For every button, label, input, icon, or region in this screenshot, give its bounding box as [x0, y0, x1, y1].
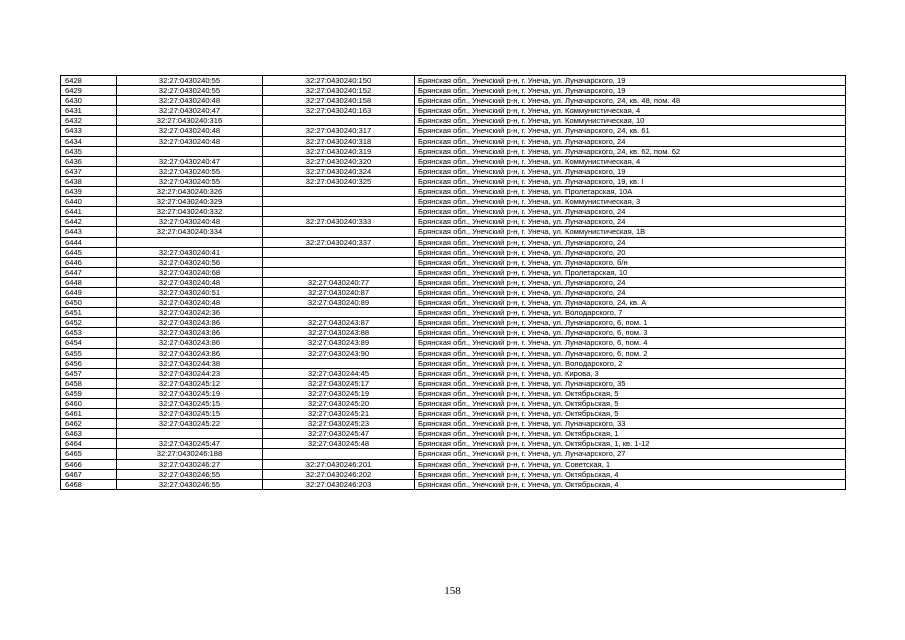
table-row — [61, 237, 846, 247]
object-cadastral-number-cell: 32:27:0430240:319 — [263, 146, 415, 156]
table-row — [61, 409, 846, 419]
object-cadastral-number-cell: 32:27:0430240:158 — [263, 96, 415, 106]
object-cadastral-number-cell — [263, 197, 415, 207]
table-row — [61, 358, 846, 368]
address-cell: Брянская обл., Унечский р-н, г. Унеча, ул. Луначарского, 24, кв. 61 — [415, 126, 846, 136]
address-cell: Брянская обл., Унечский р-н, г. Унеча, ул. Советская, 1 — [415, 459, 846, 469]
table-row — [61, 328, 846, 338]
address-cell: Брянская обл., Унечский р-н, г. Унеча, ул. Луначарского, 6, пом. 4 — [415, 338, 846, 348]
object-cadastral-number-cell: 32:27:0430245:21 — [263, 409, 415, 419]
object-cadastral-number-cell: 32:27:0430240:337 — [263, 237, 415, 247]
address-cell: Брянская обл., Унечский р-н, г. Унеча, ул. Луначарского, 6, пом. 2 — [415, 348, 846, 358]
object-cadastral-number-cell: 32:27:0430243:90 — [263, 348, 415, 358]
table-row — [61, 419, 846, 429]
row-number-cell: 6428 — [61, 76, 117, 86]
row-number-cell: 6457 — [61, 368, 117, 378]
table-row — [61, 399, 846, 409]
address-cell: Брянская обл., Унечский р-н, г. Унеча, ул. Октябрьская, 5 — [415, 399, 846, 409]
object-cadastral-number-cell: 32:27:0430240:163 — [263, 106, 415, 116]
table-row — [61, 368, 846, 378]
row-number-cell: 6434 — [61, 136, 117, 146]
address-cell: Брянская обл., Унечский р-н, г. Унеча, ул. Луначарского, 35 — [415, 378, 846, 388]
table-row — [61, 116, 846, 126]
row-number-cell: 6443 — [61, 227, 117, 237]
table-row — [61, 429, 846, 439]
object-cadastral-number-cell — [263, 227, 415, 237]
parcel-cadastral-number-cell: 32:27:0430240:334 — [117, 227, 263, 237]
object-cadastral-number-cell: 32:27:0430245:19 — [263, 388, 415, 398]
object-cadastral-number-cell: 32:27:0430243:88 — [263, 328, 415, 338]
address-cell: Брянская обл., Унечский р-н, г. Унеча, ул. Коммунистическая, 4 — [415, 106, 846, 116]
parcel-cadastral-number-cell: 32:27:0430244:38 — [117, 358, 263, 368]
parcel-cadastral-number-cell: 32:27:0430240:329 — [117, 197, 263, 207]
address-cell: Брянская обл., Унечский р-н, г. Унеча, ул. Октябрьская, 4 — [415, 469, 846, 479]
address-cell: Брянская обл., Унечский р-н, г. Унеча, ул. Луначарского, 19 — [415, 76, 846, 86]
object-cadastral-number-cell: 32:27:0430246:201 — [263, 459, 415, 469]
parcel-cadastral-number-cell: 32:27:0430240:48 — [117, 277, 263, 287]
row-number-cell: 6436 — [61, 156, 117, 166]
table-row — [61, 338, 846, 348]
row-number-cell: 6446 — [61, 257, 117, 267]
address-cell: Брянская обл., Унечский р-н, г. Унеча, ул. Луначарского, 24 — [415, 136, 846, 146]
object-cadastral-number-cell — [263, 308, 415, 318]
row-number-cell: 6441 — [61, 207, 117, 217]
object-cadastral-number-cell — [263, 247, 415, 257]
parcel-cadastral-number-cell: 32:27:0430245:22 — [117, 419, 263, 429]
row-number-cell: 6460 — [61, 399, 117, 409]
parcel-cadastral-number-cell: 32:27:0430240:332 — [117, 207, 263, 217]
table-row — [61, 267, 846, 277]
table-row — [61, 449, 846, 459]
row-number-cell: 6433 — [61, 126, 117, 136]
parcel-cadastral-number-cell — [117, 429, 263, 439]
address-cell: Брянская обл., Унечский р-н, г. Унеча, ул. Октябрьская, 1 — [415, 429, 846, 439]
row-number-cell: 6454 — [61, 338, 117, 348]
object-cadastral-number-cell: 32:27:0430243:89 — [263, 338, 415, 348]
table-row — [61, 378, 846, 388]
address-cell: Брянская обл., Унечский р-н, г. Унеча, ул. Луначарского, 33 — [415, 419, 846, 429]
address-cell: Брянская обл., Унечский р-н, г. Унеча, ул. Луначарского, 19 — [415, 86, 846, 96]
table-row — [61, 388, 846, 398]
parcel-cadastral-number-cell: 32:27:0430240:316 — [117, 116, 263, 126]
table-row — [61, 156, 846, 166]
address-cell: Брянская обл., Унечский р-н, г. Унеча, ул. Пролетарская, 10А — [415, 187, 846, 197]
address-cell: Брянская обл., Унечский р-н, г. Унеча, ул. Коммунистическая, 4 — [415, 156, 846, 166]
address-cell: Брянская обл., Унечский р-н, г. Унеча, ул. Октябрьская, 5 — [415, 409, 846, 419]
row-number-cell: 6435 — [61, 146, 117, 156]
address-cell: Брянская обл., Унечский р-н, г. Унеча, ул. Кирова, 3 — [415, 368, 846, 378]
parcel-cadastral-number-cell — [117, 237, 263, 247]
address-cell: Брянская обл., Унечский р-н, г. Унеча, ул. Луначарского, 24 — [415, 217, 846, 227]
table-row — [61, 187, 846, 197]
parcel-cadastral-number-cell: 32:27:0430245:12 — [117, 378, 263, 388]
parcel-cadastral-number-cell: 32:27:0430240:41 — [117, 247, 263, 257]
object-cadastral-number-cell — [263, 267, 415, 277]
table-row — [61, 217, 846, 227]
row-number-cell: 6455 — [61, 348, 117, 358]
table-row — [61, 459, 846, 469]
row-number-cell: 6448 — [61, 277, 117, 287]
parcel-cadastral-number-cell: 32:27:0430242:36 — [117, 308, 263, 318]
row-number-cell: 6445 — [61, 247, 117, 257]
row-number-cell: 6453 — [61, 328, 117, 338]
object-cadastral-number-cell — [263, 187, 415, 197]
row-number-cell: 6451 — [61, 308, 117, 318]
row-number-cell: 6430 — [61, 96, 117, 106]
row-number-cell: 6438 — [61, 176, 117, 186]
address-cell: Брянская обл., Унечский р-н, г. Унеча, ул. Володарского, 2 — [415, 358, 846, 368]
row-number-cell: 6458 — [61, 378, 117, 388]
parcel-cadastral-number-cell: 32:27:0430243:86 — [117, 328, 263, 338]
address-cell: Брянская обл., Унечский р-н, г. Унеча, ул. Коммунистическая, 10 — [415, 116, 846, 126]
row-number-cell: 6465 — [61, 449, 117, 459]
address-cell: Брянская обл., Унечский р-н, г. Унеча, ул. Луначарского, 24, кв. 62, пом. 62 — [415, 146, 846, 156]
object-cadastral-number-cell — [263, 449, 415, 459]
address-cell: Брянская обл., Унечский р-н, г. Унеча, ул. Октябрьская, 4 — [415, 479, 846, 489]
object-cadastral-number-cell: 32:27:0430240:317 — [263, 126, 415, 136]
object-cadastral-number-cell: 32:27:0430245:47 — [263, 429, 415, 439]
parcel-cadastral-number-cell: 32:27:0430240:55 — [117, 166, 263, 176]
parcel-cadastral-number-cell: 32:27:0430246:55 — [117, 469, 263, 479]
object-cadastral-number-cell: 32:27:0430246:203 — [263, 479, 415, 489]
address-cell: Брянская обл., Унечский р-н, г. Унеча, ул. Луначарского, 24, кв. 48, пом. 48 — [415, 96, 846, 106]
table-row — [61, 287, 846, 297]
object-cadastral-number-cell: 32:27:0430240:324 — [263, 166, 415, 176]
parcel-cadastral-number-cell: 32:27:0430243:86 — [117, 318, 263, 328]
object-cadastral-number-cell: 32:27:0430240:333 — [263, 217, 415, 227]
row-number-cell: 6464 — [61, 439, 117, 449]
parcel-cadastral-number-cell: 32:27:0430240:55 — [117, 86, 263, 96]
table-row — [61, 479, 846, 489]
parcel-cadastral-number-cell: 32:27:0430240:48 — [117, 136, 263, 146]
table-row — [61, 439, 846, 449]
parcel-cadastral-number-cell — [117, 146, 263, 156]
table-row — [61, 308, 846, 318]
address-cell: Брянская обл., Унечский р-н, г. Унеча, ул. Луначарского, 27 — [415, 449, 846, 459]
row-number-cell: 6444 — [61, 237, 117, 247]
address-cell: Брянская обл., Унечский р-н, г. Унеча, ул. Луначарского, 24 — [415, 207, 846, 217]
row-number-cell: 6467 — [61, 469, 117, 479]
table-row — [61, 126, 846, 136]
row-number-cell: 6466 — [61, 459, 117, 469]
object-cadastral-number-cell — [263, 257, 415, 267]
table-row — [61, 146, 846, 156]
address-cell: Брянская обл., Унечский р-н, г. Унеча, ул. Володарского, 7 — [415, 308, 846, 318]
table-row — [61, 469, 846, 479]
address-cell: Брянская обл., Унечский р-н, г. Унеча, ул. Луначарского, 24 — [415, 287, 846, 297]
parcel-cadastral-number-cell: 32:27:0430246:55 — [117, 479, 263, 489]
address-cell: Брянская обл., Унечский р-н, г. Унеча, ул. Коммунистическая, 3 — [415, 197, 846, 207]
row-number-cell: 6463 — [61, 429, 117, 439]
table-row — [61, 207, 846, 217]
address-cell: Брянская обл., Унечский р-н, г. Унеча, ул. Луначарского, 24 — [415, 237, 846, 247]
object-cadastral-number-cell: 32:27:0430240:318 — [263, 136, 415, 146]
row-number-cell: 6461 — [61, 409, 117, 419]
parcel-cadastral-number-cell: 32:27:0430240:55 — [117, 176, 263, 186]
row-number-cell: 6462 — [61, 419, 117, 429]
address-cell: Брянская обл., Унечский р-н, г. Унеча, ул. Луначарского, 6, пом. 3 — [415, 328, 846, 338]
table-row — [61, 106, 846, 116]
table-row — [61, 96, 846, 106]
address-cell: Брянская обл., Унечский р-н, г. Унеча, ул. Луначарского, 24, кв. А — [415, 298, 846, 308]
parcel-cadastral-number-cell: 32:27:0430243:86 — [117, 338, 263, 348]
parcel-cadastral-number-cell: 32:27:0430245:15 — [117, 399, 263, 409]
parcel-cadastral-number-cell: 32:27:0430246:27 — [117, 459, 263, 469]
parcel-cadastral-number-cell: 32:27:0430240:48 — [117, 298, 263, 308]
object-cadastral-number-cell: 32:27:0430240:87 — [263, 287, 415, 297]
address-cell: Брянская обл., Унечский р-н, г. Унеча, ул. Луначарского, 6, пом. 1 — [415, 318, 846, 328]
address-cell: Брянская обл., Унечский р-н, г. Унеча, ул. Луначарского, б/н — [415, 257, 846, 267]
parcel-cadastral-number-cell: 32:27:0430240:326 — [117, 187, 263, 197]
table-row — [61, 257, 846, 267]
object-cadastral-number-cell: 32:27:0430246:202 — [263, 469, 415, 479]
registry-table-body — [61, 76, 846, 490]
object-cadastral-number-cell: 32:27:0430240:89 — [263, 298, 415, 308]
address-cell: Брянская обл., Унечский р-н, г. Унеча, ул. Октябрьская, 5 — [415, 388, 846, 398]
address-cell: Брянская обл., Унечский р-н, г. Унеча, ул. Луначарского, 24 — [415, 277, 846, 287]
row-number-cell: 6468 — [61, 479, 117, 489]
object-cadastral-number-cell: 32:27:0430240:77 — [263, 277, 415, 287]
object-cadastral-number-cell: 32:27:0430243:87 — [263, 318, 415, 328]
address-cell: Брянская обл., Унечский р-н, г. Унеча, ул. Коммунистическая, 1В — [415, 227, 846, 237]
table-row — [61, 277, 846, 287]
parcel-cadastral-number-cell: 32:27:0430245:47 — [117, 439, 263, 449]
row-number-cell: 6440 — [61, 197, 117, 207]
table-row — [61, 76, 846, 86]
row-number-cell: 6442 — [61, 217, 117, 227]
object-cadastral-number-cell: 32:27:0430245:17 — [263, 378, 415, 388]
object-cadastral-number-cell — [263, 358, 415, 368]
object-cadastral-number-cell — [263, 207, 415, 217]
parcel-cadastral-number-cell: 32:27:0430245:19 — [117, 388, 263, 398]
parcel-cadastral-number-cell: 32:27:0430240:47 — [117, 156, 263, 166]
table-row — [61, 227, 846, 237]
parcel-cadastral-number-cell: 32:27:0430240:55 — [117, 76, 263, 86]
parcel-cadastral-number-cell: 32:27:0430246:188 — [117, 449, 263, 459]
object-cadastral-number-cell: 32:27:0430240:325 — [263, 176, 415, 186]
object-cadastral-number-cell: 32:27:0430245:20 — [263, 399, 415, 409]
page-number: 158 — [444, 585, 461, 597]
parcel-cadastral-number-cell: 32:27:0430245:15 — [117, 409, 263, 419]
parcel-cadastral-number-cell: 32:27:0430240:51 — [117, 287, 263, 297]
object-cadastral-number-cell — [263, 116, 415, 126]
object-cadastral-number-cell: 32:27:0430240:150 — [263, 76, 415, 86]
row-number-cell: 6432 — [61, 116, 117, 126]
parcel-cadastral-number-cell: 32:27:0430240:48 — [117, 96, 263, 106]
parcel-cadastral-number-cell: 32:27:0430240:68 — [117, 267, 263, 277]
parcel-cadastral-number-cell: 32:27:0430240:47 — [117, 106, 263, 116]
address-cell: Брянская обл., Унечский р-н, г. Унеча, ул. Октябрьская, 1, кв. 1-12 — [415, 439, 846, 449]
address-cell: Брянская обл., Унечский р-н, г. Унеча, ул. Пролетарская, 10 — [415, 267, 846, 277]
row-number-cell: 6447 — [61, 267, 117, 277]
row-number-cell: 6429 — [61, 86, 117, 96]
row-number-cell: 6437 — [61, 166, 117, 176]
object-cadastral-number-cell: 32:27:0430245:48 — [263, 439, 415, 449]
table-row — [61, 298, 846, 308]
table-row — [61, 166, 846, 176]
address-cell: Брянская обл., Унечский р-н, г. Унеча, ул. Луначарского, 19 — [415, 166, 846, 176]
parcel-cadastral-number-cell: 32:27:0430240:56 — [117, 257, 263, 267]
parcel-cadastral-number-cell: 32:27:0430240:48 — [117, 126, 263, 136]
row-number-cell: 6452 — [61, 318, 117, 328]
parcel-cadastral-number-cell: 32:27:0430240:48 — [117, 217, 263, 227]
row-number-cell: 6431 — [61, 106, 117, 116]
table-row — [61, 318, 846, 328]
table-row — [61, 348, 846, 358]
parcel-cadastral-number-cell: 32:27:0430243:86 — [117, 348, 263, 358]
table-row — [61, 136, 846, 146]
row-number-cell: 6459 — [61, 388, 117, 398]
object-cadastral-number-cell: 32:27:0430244:45 — [263, 368, 415, 378]
address-cell: Брянская обл., Унечский р-н, г. Унеча, ул. Луначарского, 19, кв. I — [415, 176, 846, 186]
object-cadastral-number-cell: 32:27:0430245:23 — [263, 419, 415, 429]
row-number-cell: 6439 — [61, 187, 117, 197]
table-row — [61, 86, 846, 96]
parcel-cadastral-number-cell: 32:27:0430244:23 — [117, 368, 263, 378]
object-cadastral-number-cell: 32:27:0430240:152 — [263, 86, 415, 96]
row-number-cell: 6456 — [61, 358, 117, 368]
table-row — [61, 197, 846, 207]
registry-table — [60, 75, 846, 490]
table-row — [61, 176, 846, 186]
row-number-cell: 6450 — [61, 298, 117, 308]
table-row — [61, 247, 846, 257]
object-cadastral-number-cell: 32:27:0430240:320 — [263, 156, 415, 166]
address-cell: Брянская обл., Унечский р-н, г. Унеча, ул. Луначарского, 20 — [415, 247, 846, 257]
row-number-cell: 6449 — [61, 287, 117, 297]
